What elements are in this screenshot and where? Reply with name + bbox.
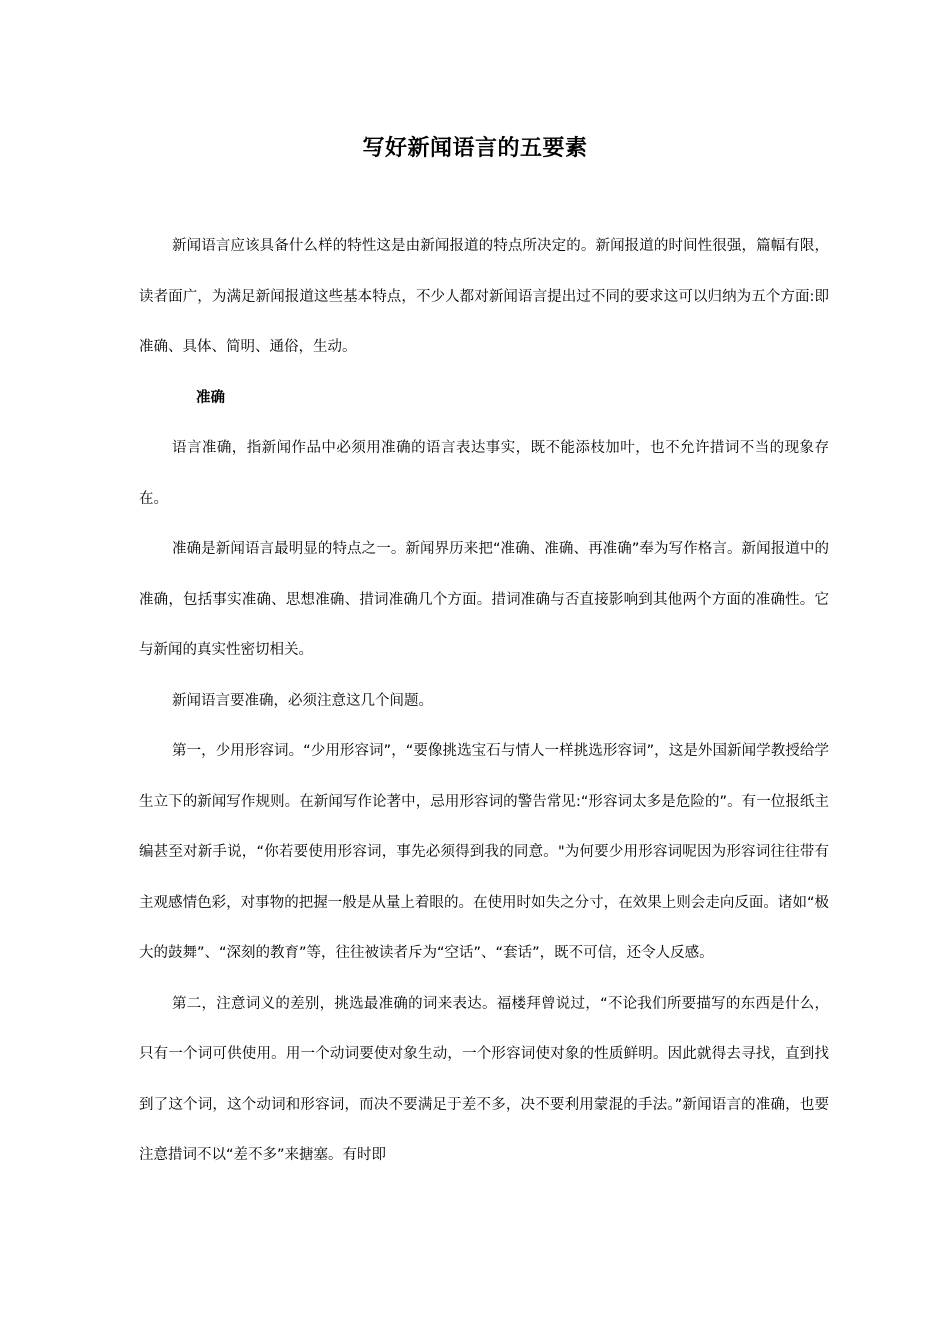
paragraph-point-two: 第二，注意词义的差别，挑选最准确的词来表达。福楼拜曾说过，“不论我们所要描写的东西是什么，只有一个词可供使用。用一个动词要使对象生动，一个形容词使对象的性质鲜明。因此就得去寻找，直到找到了这个词，这个动词和形容词，而决不要满足于差不多，决不要利用蒙混的手法。”新闻语言的准确，也要注意措词不以“差不多”来搪塞。有时即	[139, 995, 829, 1163]
paragraph-intro: 新闻语言应该具备什么样的特性这是由新闻报道的特点所决定的。新闻报道的时间性很强，篇幅有限，读者面广，为满足新闻报道这些基本特点，不少人都对新闻语言提出过不同的要求这可以归纳为五个方面:即准确、具体、简明、通俗，生动。	[139, 238, 829, 355]
paragraph-point-one: 第一，少用形容词。“少用形容词”，“要像挑选宝石与情人一样挑选形容词”，这是外国新闻学教授给学生立下的新闻写作规则。在新闻写作论著中，忌用形容词的警告常见:“形容词太多是危险的”。有一位报纸主编甚至对新手说，“你若要使用形容词，事先必须得到我的同意。"为何要少用形容词呢因为形容词往往带有主观感情色彩，对事物的把握一般是从量上着眼的。在使用时如失之分寸，在效果上则会走向反面。诸如“极大的鼓舞”、“深刻的教育”等，往往被读者斥为“空话”、“套话”，既不可信，还令人反感。	[139, 743, 829, 961]
paragraph-accuracy-importance: 准确是新闻语言最明显的特点之一。新闻界历来把“准确、准确、再准确”奉为写作格言。新闻报道中的准确，包括事实准确、思想准确、措词准确几个方面。措词准确与否直接影响到其他两个方面的准确性。它与新闻的真实性密切相关。	[139, 541, 829, 658]
document-title: 写好新闻语言的五要素	[362, 135, 588, 161]
document-body	[139, 221, 829, 1181]
paragraph-accuracy-issues: 新闻语言要准确，必须注意这几个间题。	[172, 692, 433, 709]
paragraph-accuracy-definition: 语言准确，指新闻作品中必须用准确的语言表达事实，既不能添枝加叶，也不允许措词不当的现象存在。	[139, 440, 829, 507]
section-heading-accuracy: 准确	[196, 389, 225, 406]
